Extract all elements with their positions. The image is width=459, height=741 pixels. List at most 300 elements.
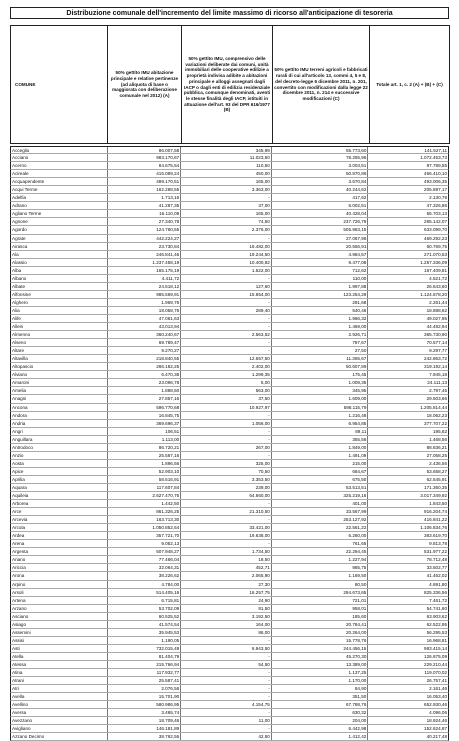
cell-col-b: 16.482,00 — [181, 243, 272, 250]
cell-total: 18.888,62 — [426, 307, 448, 313]
cell-total: 40.217,48 — [426, 734, 448, 740]
cell-col-c: 215,00 — [272, 460, 369, 467]
header-col-a: 50% gettito IMU abitazione principale e relative pertinenze (ad aliquota di base o maggiorata con deliberazione comunale nel 2012) (A) — [108, 26, 182, 144]
cell-col-a: 1.050.852,54 — [108, 524, 182, 531]
cell-comune: Agnone — [11, 218, 108, 225]
cell-col-b: - — [181, 516, 272, 523]
table-row — [10, 637, 449, 645]
cell-col-a: 162.288,55 — [108, 186, 182, 193]
table-body — [10, 146, 449, 741]
cell-total: 126.675,09 — [424, 653, 448, 659]
header-col-b: 50% gettito IMU, comprensivo delle variazioni deliberate dai comuni, unità immobiliari delle cooperative edilizie a proprietà indivisa adibite a abitazioni principale e alloggi assegnati dagli IACP o dagli enti di edilizia residenziale pubblica, comunque denominati, aventi le stesse finalità degli IACP, istituiti in attuazione dell'art. 93 del DPR 616/1977 (B) — [182, 26, 273, 144]
cell-col-a: 6.470,38 — [108, 371, 182, 378]
cell-comune: Alba — [11, 267, 108, 274]
cell-col-a: 165.175,19 — [108, 267, 182, 274]
cell-comune: Antrodoco — [11, 444, 108, 451]
table-row — [10, 170, 449, 178]
cell-comune: Apice — [11, 468, 108, 475]
cell-col-b: 3.192,50 — [181, 613, 272, 620]
cell-total: 195,62 — [432, 428, 448, 434]
table-row — [10, 251, 449, 259]
cell-col-b: 18,50 — [181, 556, 272, 563]
cell-comune: Angri — [11, 428, 108, 435]
cell-comune: Arsoli — [11, 589, 108, 596]
cell-col-b: 2.402,00 — [181, 363, 272, 370]
cell-total: 70.577,14 — [426, 340, 448, 346]
cell-total: 53.658,27 — [426, 468, 448, 474]
cell-col-a: 1.713,16 — [108, 194, 182, 201]
cell-total: 56.703,13 — [426, 211, 448, 217]
cell-col-a: 360.240,67 — [108, 331, 182, 338]
table-row — [10, 717, 449, 725]
cell-comune: Arcola — [11, 524, 108, 531]
cell-col-c: 1.009,35 — [272, 379, 369, 386]
cell-col-c: 33.567,99 — [272, 508, 369, 515]
table-row — [10, 581, 449, 589]
cell-col-a: 58.516,91 — [108, 476, 182, 483]
cell-total: 171.360,35 — [424, 484, 448, 490]
cell-col-b: 19.638,00 — [181, 532, 272, 539]
cell-col-c: 9.477,08 — [272, 259, 369, 266]
table-row — [10, 275, 449, 283]
cell-col-a: 35.945,53 — [108, 629, 182, 636]
cell-comune: Albano — [11, 275, 108, 282]
table-row — [10, 323, 449, 331]
header-col-c: 50% gettito IMU terreni agricoli e fabbricati rurali di cui all'articolo 13, commi 4, 5 e 8, del decreto-legge 6 dicembre 2011, n. 201, convertito con modificazioni dalla legge 22 dicembre 2011, n. 214 e successive modificazioni (C) — [273, 26, 370, 144]
cell-col-a: 1.190,05 — [108, 637, 182, 644]
cell-total: 825.336,56 — [424, 589, 448, 595]
cell-comune: Atessa — [11, 661, 108, 668]
cell-total: 383.619,70 — [424, 533, 448, 539]
cell-col-b: 16.257,75 — [181, 589, 272, 596]
table-row — [10, 178, 449, 186]
cell-comune: Atella — [11, 653, 108, 660]
cell-col-a: 86.007,58 — [108, 147, 182, 153]
table-row — [10, 492, 449, 500]
cell-col-b: 11,00 — [181, 717, 272, 724]
cell-col-a: 25.587,41 — [108, 677, 182, 684]
table-row — [10, 669, 449, 677]
cell-col-a: 596.770,68 — [108, 404, 182, 411]
cell-col-b: 10.400,82 — [181, 259, 272, 266]
cell-col-b: 11.023,50 — [181, 154, 272, 161]
cell-col-b: 21.310,50 — [181, 508, 272, 515]
cell-col-b: - — [181, 637, 272, 644]
cell-comune: Arborea — [11, 500, 108, 507]
table-row — [10, 605, 449, 613]
cell-col-b: 345,99 — [181, 147, 272, 153]
cell-total: 152.624,87 — [424, 726, 448, 732]
cell-comune: Arcevia — [11, 516, 108, 523]
cell-col-a: 357.721,70 — [108, 532, 182, 539]
cell-total: 2.436,56 — [429, 460, 448, 466]
cell-col-a: 1.888,50 — [108, 387, 182, 394]
cell-col-c: 253.127,92 — [272, 516, 369, 523]
cell-col-a: 86.720,21 — [108, 444, 182, 451]
cell-total: 2.261,44 — [429, 299, 448, 305]
cell-col-c: 1.412,42 — [272, 733, 369, 740]
table-row — [10, 701, 449, 709]
cell-comune: Arona — [11, 572, 108, 579]
cell-col-b: 81,50 — [181, 605, 272, 612]
cell-total: 62.522,95 — [426, 621, 448, 627]
cell-col-c: 598.115,79 — [272, 404, 369, 411]
cell-comune: Ariano — [11, 556, 108, 563]
cell-total: 416.841,22 — [424, 517, 448, 523]
cell-col-b: 1.734,50 — [181, 548, 272, 555]
cell-comune: Azzano Decimo — [11, 733, 108, 740]
cell-comune: Allein — [11, 323, 108, 330]
table-row — [10, 299, 449, 307]
cell-total: 633.099,70 — [424, 227, 448, 233]
cell-col-c: 40.428,04 — [272, 210, 369, 217]
cell-comune: Argenta — [11, 548, 108, 555]
cell-total: 29.503,66 — [426, 396, 448, 402]
cell-col-b: 3.363,00 — [181, 186, 272, 193]
cell-comune: Andora — [11, 412, 108, 419]
cell-col-b: 4.154,75 — [181, 701, 272, 708]
cell-comune: Acqui Terme — [11, 186, 108, 193]
cell-col-c: 3.670,84 — [272, 178, 369, 185]
cell-total: 205.897,17 — [424, 187, 448, 193]
cell-col-a: 18.058,76 — [108, 307, 182, 314]
cell-col-a: 25.567,16 — [108, 452, 182, 459]
cell-col-a: 218.840,55 — [108, 355, 182, 362]
table-row — [10, 629, 449, 637]
table-row — [10, 468, 449, 476]
cell-col-b: 64.660,00 — [181, 492, 272, 499]
cell-col-a: 18.709,46 — [108, 717, 182, 724]
cell-col-c: 20.784,41 — [272, 621, 369, 628]
cell-col-a: 215.766,94 — [108, 661, 182, 668]
table-row — [10, 404, 449, 412]
cell-comune: Arce — [11, 508, 108, 515]
cell-comune: Avezzano — [11, 717, 108, 724]
cell-total: 9.813,78 — [429, 541, 448, 547]
cell-total: 26.757,41 — [426, 678, 448, 684]
cell-col-c: 1.169,50 — [272, 572, 369, 579]
cell-col-c: 22.561,22 — [272, 524, 369, 531]
cell-total: 7.945,18 — [429, 372, 448, 378]
cell-col-a: 489.170,51 — [108, 178, 182, 185]
cell-col-b: 1.522,00 — [181, 267, 272, 274]
cell-total: 1.257.336,09 — [420, 259, 448, 265]
cell-col-c: 1.469,00 — [272, 323, 369, 330]
cell-total: 24.111,13 — [427, 380, 448, 386]
cell-comune: Albate — [11, 283, 108, 290]
cell-comune: Acceglio — [11, 147, 108, 153]
cell-col-b: 325,00 — [181, 460, 272, 467]
table-row — [10, 500, 449, 508]
cell-col-b: 267,00 — [181, 444, 272, 451]
cell-comune: Alviano — [11, 371, 108, 378]
cell-col-a: 15.701,90 — [108, 693, 182, 700]
cell-comune: Ardea — [11, 532, 108, 539]
cell-comune: Adelfia — [11, 194, 108, 201]
cell-total: 242.863,72 — [424, 356, 448, 362]
table-row — [10, 363, 449, 371]
cell-col-b: - — [181, 500, 272, 507]
cell-total: 63.903,62 — [426, 613, 448, 619]
cell-col-a: 985.569,91 — [108, 291, 182, 298]
table-row — [10, 452, 449, 460]
cell-col-c: 505.963,15 — [272, 226, 369, 233]
cell-col-a: 117.607,84 — [108, 484, 182, 491]
cell-total: 41.462,02 — [426, 573, 448, 579]
cell-total: 167.409,81 — [424, 267, 448, 273]
cell-comune: Alassio — [11, 259, 108, 266]
table-row — [10, 210, 449, 218]
cell-col-b: 2.065,90 — [181, 572, 272, 579]
cell-col-b: 27,30 — [181, 581, 272, 588]
cell-col-a: 732.015,49 — [108, 645, 182, 652]
table-row — [10, 387, 449, 395]
table-row — [10, 267, 449, 275]
cell-col-a: 124.760,55 — [108, 226, 182, 233]
table-row — [10, 307, 449, 315]
table-row — [10, 677, 449, 685]
cell-col-b: 19.244,50 — [181, 251, 272, 258]
cell-col-c: 22.294,45 — [272, 548, 369, 555]
cell-total: 229.210,44 — [424, 662, 448, 667]
cell-col-a: 47.061,63 — [108, 315, 182, 322]
cell-col-b: 452,71 — [181, 564, 272, 571]
cell-col-b: 54,50 — [181, 661, 272, 668]
table-row — [10, 516, 449, 524]
table-row — [10, 154, 449, 162]
table-row — [10, 564, 449, 572]
cell-col-b: - — [181, 315, 272, 322]
cell-col-a: 53.702,09 — [108, 605, 182, 612]
cell-total: 365.730,90 — [424, 332, 448, 338]
cell-col-c: 712,62 — [272, 267, 369, 274]
cell-comune: Ancona — [11, 404, 108, 411]
cell-col-a: 84.675,54 — [108, 162, 182, 169]
cell-total: 1.124.678,20 — [420, 291, 448, 297]
cell-total: 493.006,35 — [424, 179, 448, 185]
cell-comune: Aprilia — [11, 476, 108, 483]
cell-total: 1.072.453,73 — [420, 155, 448, 161]
cell-col-b: 37,50 — [181, 395, 272, 402]
cell-col-a: 580.986,95 — [108, 701, 182, 708]
cell-col-a: 117.932,77 — [108, 669, 182, 676]
cell-col-b: 5,00 — [181, 379, 272, 386]
cell-comune: Atri — [11, 685, 108, 692]
table-row — [10, 460, 449, 468]
cell-comune: Amelia — [11, 387, 108, 394]
cell-col-b: - — [181, 428, 272, 435]
cell-col-b: - — [181, 540, 272, 547]
table-row — [10, 339, 449, 347]
cell-col-b: 2.376,00 — [181, 226, 272, 233]
cell-total: 44.482,94 — [426, 324, 448, 330]
cell-total: 18.924,46 — [426, 718, 448, 724]
cell-total: 469.292,23 — [424, 235, 448, 241]
cell-col-c: 294.673,65 — [272, 589, 369, 596]
table-row — [10, 540, 449, 548]
cell-comune: Alife — [11, 315, 108, 322]
cell-col-b: 24,90 — [181, 597, 272, 604]
cell-col-a: 4.411,72 — [108, 275, 182, 282]
cell-col-b: 12.657,50 — [181, 355, 272, 362]
cell-comune: Alghero — [11, 299, 108, 306]
cell-col-c: 1.966,32 — [272, 315, 369, 322]
cell-total: 27.058,25 — [426, 452, 448, 458]
cell-col-b: - — [181, 235, 272, 242]
cell-col-a: 41.574,54 — [108, 621, 182, 628]
cell-total: 265.142,07 — [424, 219, 448, 225]
cell-comune: Aquara — [11, 484, 108, 491]
cell-total: 916.204,74 — [424, 509, 448, 515]
cell-col-a: 38.762,56 — [108, 733, 182, 740]
table-row — [10, 186, 449, 194]
cell-comune: Asciano — [11, 613, 108, 620]
cell-total: 531.977,22 — [424, 549, 448, 555]
cell-col-b: 10.927,97 — [181, 404, 272, 411]
table-row — [10, 194, 449, 202]
cell-col-c: 27,50 — [272, 347, 369, 354]
cell-col-b: - — [181, 275, 272, 282]
cell-col-a: 60.525,52 — [108, 613, 182, 620]
cell-col-c: 50.607,89 — [272, 363, 369, 370]
cell-col-c: 401,00 — [272, 500, 369, 507]
table-row — [10, 709, 449, 717]
cell-col-a: 9.052,13 — [108, 540, 182, 547]
cell-comune: Acquapendente — [11, 178, 108, 185]
cell-comune: Adrano — [11, 202, 108, 209]
cell-col-a: 861.326,25 — [108, 508, 182, 515]
cell-col-c: 2.926,71 — [272, 331, 369, 338]
cell-col-c: 684,67 — [272, 468, 369, 475]
cell-comune: Aosta — [11, 460, 108, 467]
cell-total: 4.096,06 — [429, 710, 448, 716]
cell-col-c: 675,50 — [272, 476, 369, 483]
table-row — [10, 315, 449, 323]
cell-comune: Anguillara — [11, 436, 108, 443]
cell-total: 319.192,14 — [424, 364, 448, 370]
cell-col-c: 1.216,48 — [272, 412, 369, 419]
cell-col-c: 351,50 — [272, 693, 369, 700]
cell-col-b: - — [181, 347, 272, 354]
cell-col-b: 42,50 — [181, 733, 272, 740]
cell-total: 2.161,46 — [429, 686, 448, 692]
cell-col-c: 80,50 — [272, 581, 369, 588]
cell-comune: Arzano — [11, 605, 108, 612]
cell-comune: Amaroni — [11, 379, 108, 386]
cell-comune: Asti — [11, 645, 108, 652]
cell-col-b: 127,60 — [181, 283, 272, 290]
cell-col-c: 1.227,94 — [272, 556, 369, 563]
table-row — [10, 379, 449, 387]
cell-comune: Ala — [11, 251, 108, 258]
cell-col-b: 74,50 — [181, 218, 272, 225]
cell-total: 16.968,81 — [426, 637, 448, 643]
cell-total: 652.930,46 — [424, 702, 448, 708]
cell-col-b: 239,00 — [181, 484, 272, 491]
cell-col-c: 11.365,67 — [272, 355, 369, 362]
cell-col-a: 1.442,50 — [108, 500, 182, 507]
cell-col-a: 163.713,30 — [108, 516, 182, 523]
cell-total: 88.836,21 — [426, 444, 448, 450]
cell-col-a: 81.404,79 — [108, 653, 182, 660]
table-row — [10, 597, 449, 605]
cell-col-a: 2.076,56 — [108, 685, 182, 692]
cell-col-b: 165,00 — [181, 210, 272, 217]
cell-comune: Acerno — [11, 162, 108, 169]
table-row — [10, 556, 449, 564]
cell-col-c: 787,67 — [272, 339, 369, 346]
cell-col-a: 2.627.470,76 — [108, 492, 182, 499]
table-row — [10, 420, 449, 428]
cell-comune: Agordo — [11, 226, 108, 233]
cell-col-b: - — [181, 693, 272, 700]
cell-col-a: 1.113,00 — [108, 436, 182, 443]
cell-col-c: 4.984,57 — [272, 251, 369, 258]
cell-total: 1.106.834,76 — [420, 525, 448, 531]
cell-col-c: 6.954,85 — [272, 420, 369, 427]
cell-col-b: - — [181, 669, 272, 676]
cell-col-a: 27.857,16 — [108, 395, 182, 402]
cell-total: 4.521,72 — [429, 275, 448, 281]
cell-col-c: 958,01 — [272, 605, 369, 612]
cell-total: 62.545,91 — [426, 476, 448, 482]
table-row — [10, 524, 449, 532]
table-row — [10, 661, 449, 669]
cell-col-a: 514.405,16 — [108, 589, 182, 596]
cell-col-b: 164,00 — [181, 621, 272, 628]
cell-total: 1.468,56 — [429, 436, 448, 442]
cell-col-c: 237.726,79 — [272, 218, 369, 225]
cell-col-b: 165,00 — [181, 178, 272, 185]
cell-col-c: 110,00 — [272, 275, 369, 282]
cell-comune: Asiago — [11, 621, 108, 628]
cell-col-b: - — [181, 709, 272, 716]
cell-col-a: 27.340,78 — [108, 218, 182, 225]
cell-col-c: 67.788,76 — [272, 701, 369, 708]
cell-col-c: 53.513,51 — [272, 484, 369, 491]
cell-total: 60.769,75 — [426, 243, 448, 249]
cell-comune: Ariccia — [11, 564, 108, 571]
table-header — [10, 25, 450, 144]
cell-comune: Altavilla — [11, 355, 108, 362]
table-row — [10, 693, 449, 701]
cell-comune: Avellino — [11, 701, 108, 708]
cell-col-b: - — [181, 653, 272, 660]
cell-total: 18.062,23 — [426, 412, 448, 418]
cell-comune: Agliano Terme — [11, 210, 108, 217]
table-row — [10, 645, 449, 653]
table-row — [10, 685, 449, 693]
table-row — [10, 283, 449, 291]
cell-col-c: 540,46 — [272, 307, 369, 314]
cell-col-c: 1.997,88 — [272, 283, 369, 290]
cell-col-a: 9.270,27 — [108, 347, 182, 354]
cell-comune: Arena — [11, 540, 108, 547]
table-row — [10, 476, 449, 484]
cell-total: 983.415,14 — [424, 645, 448, 651]
cell-total: 56.295,53 — [426, 629, 448, 635]
cell-total: 141.527,11 — [424, 148, 448, 153]
table-row — [10, 508, 449, 516]
cell-col-c: 84,90 — [272, 685, 369, 692]
cell-col-a: 32.064,31 — [108, 564, 182, 571]
cell-total: 119.070,02 — [424, 670, 448, 676]
table-row — [10, 162, 449, 170]
cell-col-c: 6.442,98 — [272, 725, 369, 732]
cell-comune: Andria — [11, 420, 108, 427]
cell-comune: Alseno — [11, 339, 108, 346]
cell-col-a: 23.096,78 — [108, 379, 182, 386]
